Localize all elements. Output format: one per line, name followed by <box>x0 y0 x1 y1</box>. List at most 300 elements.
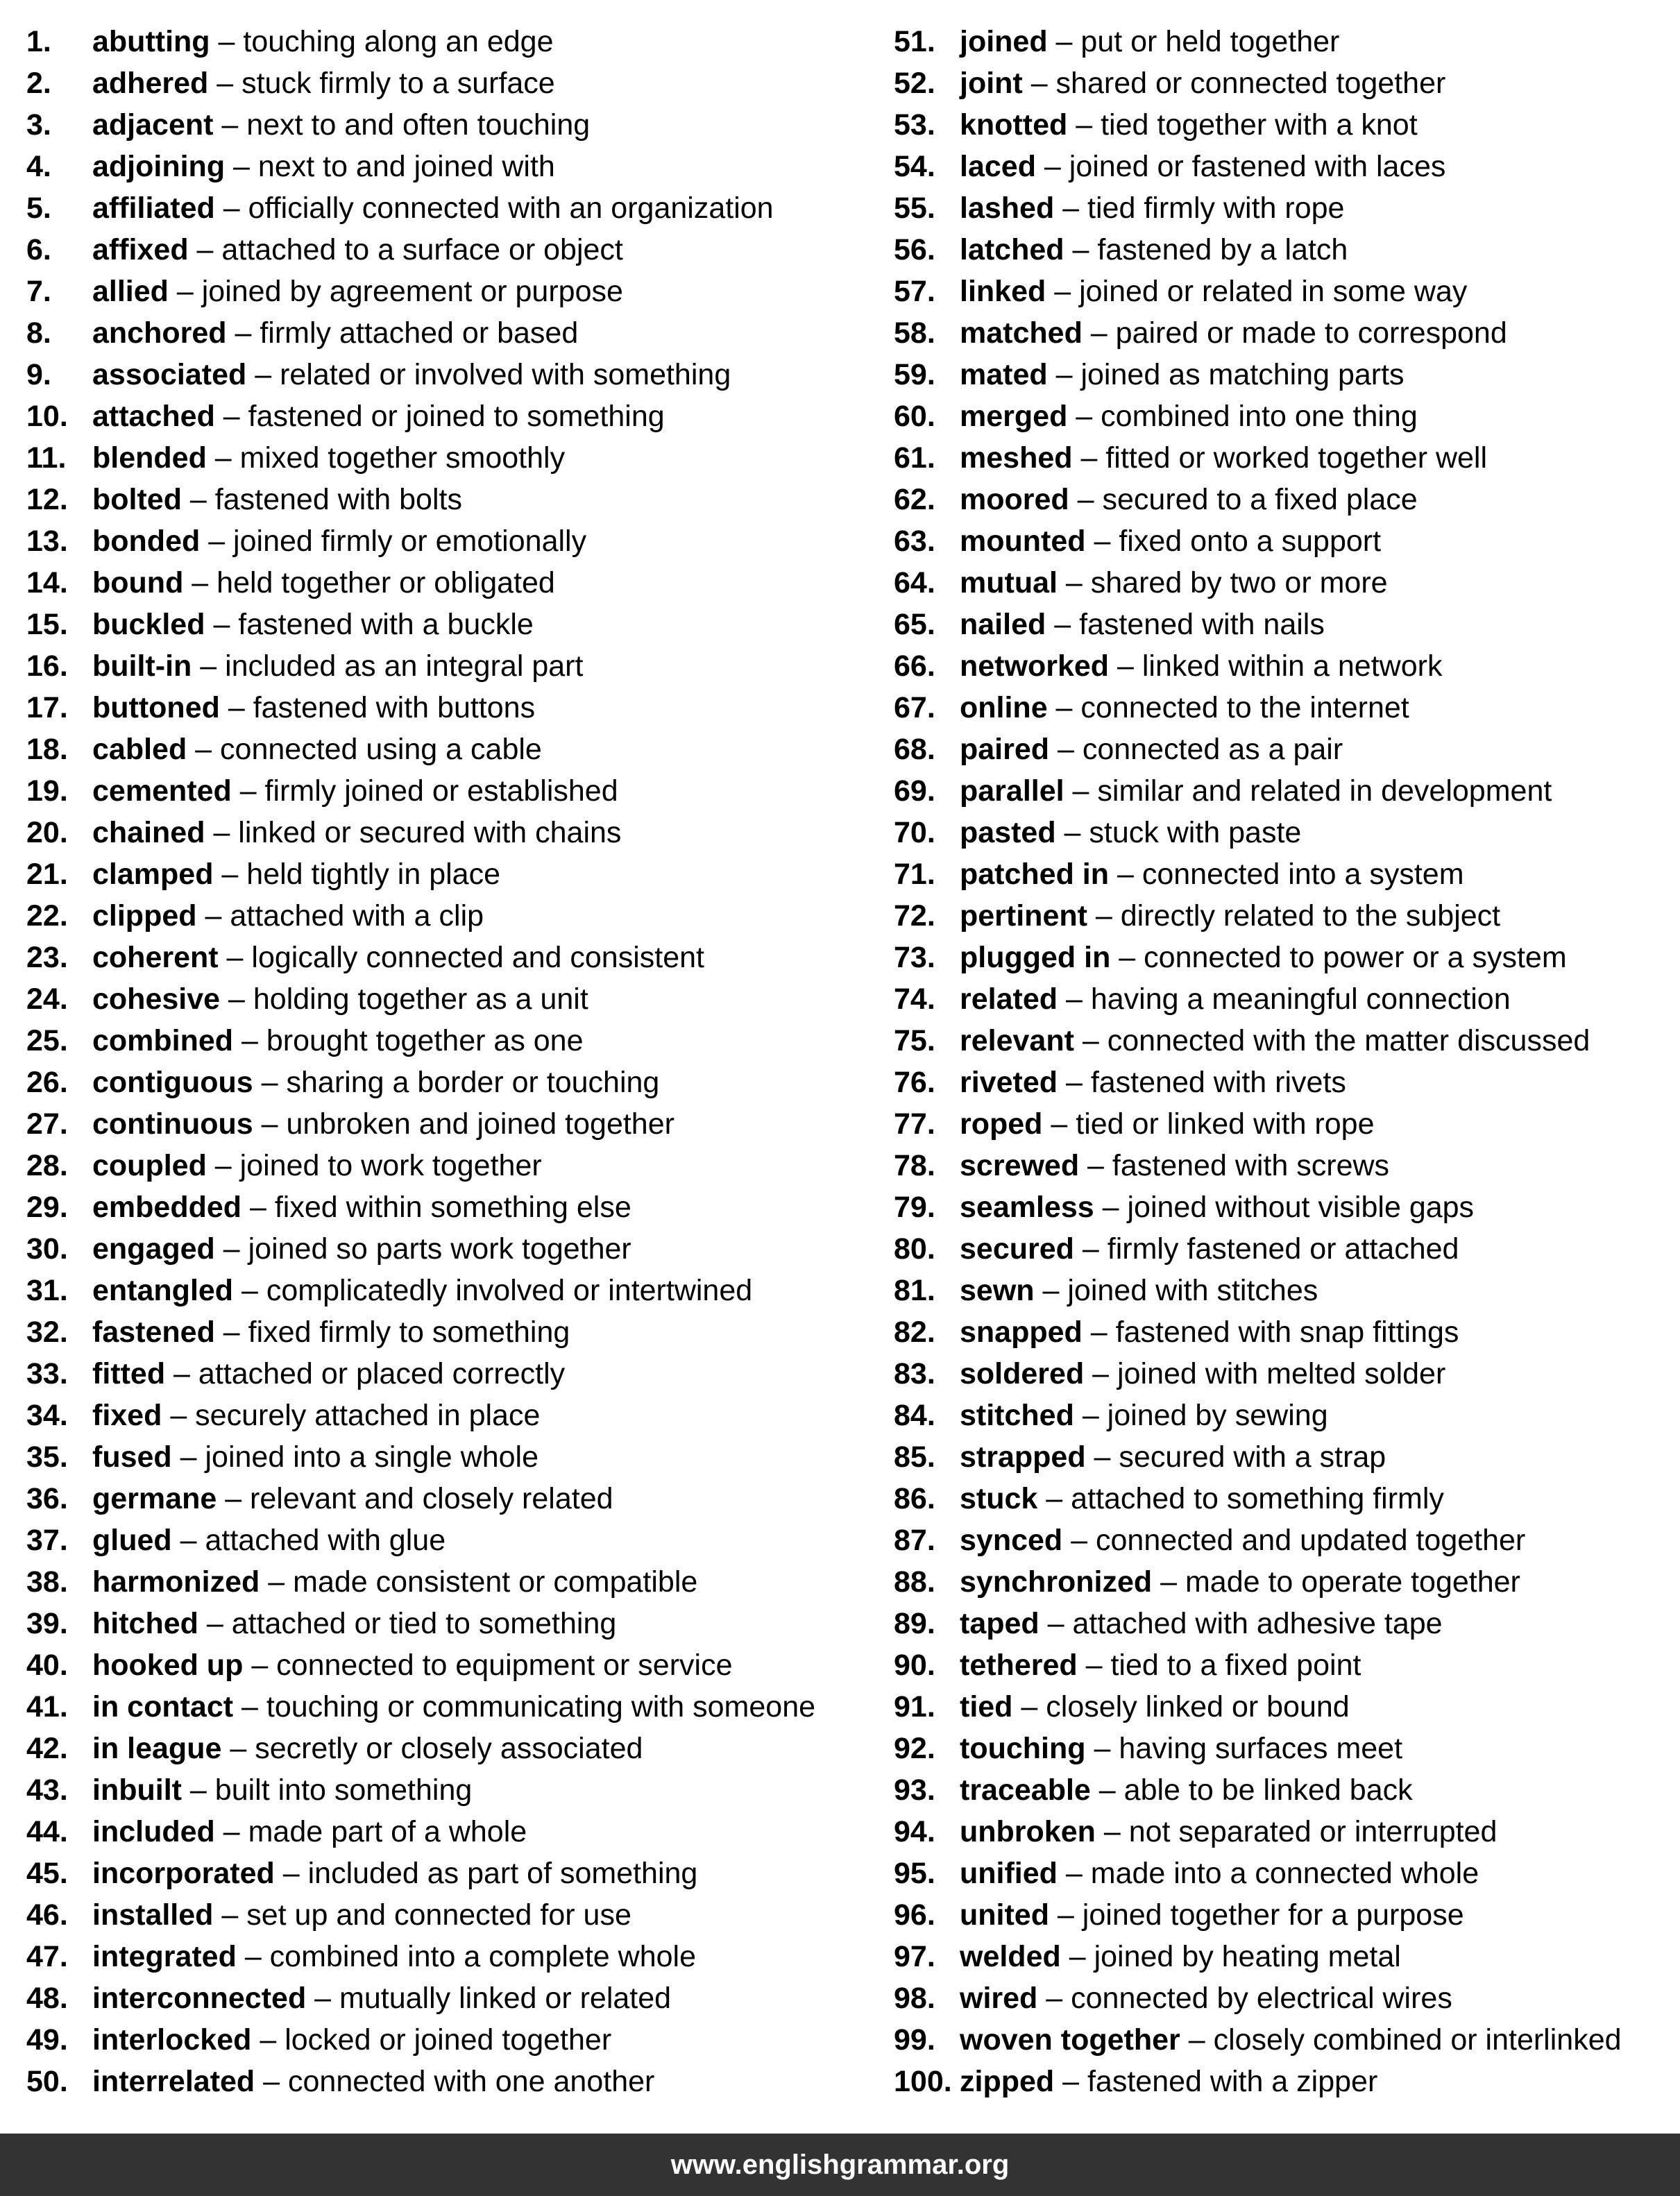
entry-word: in contact <box>92 1690 234 1723</box>
entry-definition: – tied or linked with rope <box>1042 1107 1375 1141</box>
entry-word: soldered <box>960 1357 1085 1390</box>
entry-word: related <box>960 982 1058 1016</box>
entry-word: patched in <box>960 858 1110 891</box>
entry-definition: – fastened with bolts <box>181 483 462 516</box>
entry-word: plugged in <box>960 941 1111 974</box>
entry-number: 93. <box>894 1773 935 1807</box>
entry-word: continuous <box>92 1107 253 1141</box>
entry-word: hooked up <box>92 1649 244 1682</box>
entry-definition: – secured to a fixed place <box>1069 483 1418 516</box>
list-item <box>894 1977 1671 2019</box>
entry-number: 69. <box>894 774 935 808</box>
entry-number: 32. <box>26 1316 68 1349</box>
list-item <box>26 645 859 687</box>
entry-definition: – stuck firmly to a surface <box>208 67 555 100</box>
entry-word: integrated <box>92 1940 237 1973</box>
entry-number: 83. <box>894 1357 935 1390</box>
entry-definition: – having a meaningful connection <box>1058 982 1511 1016</box>
list-item <box>894 645 1671 687</box>
entry-number: 99. <box>894 2023 935 2057</box>
entry-definition: – fastened with screws <box>1079 1149 1390 1182</box>
list-item <box>894 1686 1671 1728</box>
entry-definition: – held tightly in place <box>213 858 501 891</box>
word-list <box>0 21 1680 2102</box>
entry-word: strapped <box>960 1440 1086 1474</box>
entry-definition: – firmly fastened or attached <box>1074 1232 1459 1266</box>
entry-definition: – touching along an edge <box>210 25 554 58</box>
list-item <box>26 229 859 271</box>
entry-word: joint <box>960 67 1023 100</box>
list-item <box>26 1228 859 1270</box>
list-item <box>26 978 859 1020</box>
entry-number: 2. <box>26 67 51 100</box>
entry-number: 50. <box>26 2065 68 2098</box>
entry-number: 14. <box>26 566 68 599</box>
entry-word: allied <box>92 275 169 308</box>
entry-number: 57. <box>894 275 935 308</box>
entry-word: woven together <box>960 2023 1180 2057</box>
entry-definition: – holding together as a unit <box>220 982 588 1016</box>
entry-definition: – put or held together <box>1047 25 1340 58</box>
entry-word: incorporated <box>92 1857 275 1890</box>
entry-definition: – joined without visible gaps <box>1094 1191 1475 1224</box>
entry-definition: – relevant and closely related <box>217 1482 613 1515</box>
entry-word: installed <box>92 1898 214 1932</box>
entry-number: 3. <box>26 108 51 142</box>
entry-word: clipped <box>92 899 197 933</box>
entry-definition: – paired or made to correspond <box>1082 316 1507 350</box>
entry-definition: – complicatedly involved or intertwined <box>233 1274 753 1307</box>
entry-definition: – connected to the internet <box>1047 691 1409 724</box>
entry-word: secured <box>960 1232 1074 1266</box>
entry-word: buttoned <box>92 691 220 724</box>
list-item <box>26 770 859 812</box>
entry-definition: – joined or related in some way <box>1046 275 1468 308</box>
list-item <box>894 1561 1671 1603</box>
entry-definition: – tied together with a knot <box>1067 108 1418 142</box>
list-item <box>26 2061 859 2102</box>
list-item <box>26 354 859 395</box>
list-item <box>26 1603 859 1644</box>
entry-definition: – closely combined or interlinked <box>1180 2023 1622 2057</box>
entry-number: 8. <box>26 316 51 350</box>
entry-number: 71. <box>894 858 935 891</box>
list-item <box>26 1520 859 1561</box>
entry-number: 31. <box>26 1274 68 1307</box>
entry-definition: – built into something <box>181 1773 473 1807</box>
entry-definition: – joined by sewing <box>1074 1399 1328 1432</box>
entry-number: 4. <box>26 150 51 183</box>
entry-word: inbuilt <box>92 1773 182 1807</box>
entry-definition: – touching or communicating with someone <box>233 1690 816 1723</box>
list-item <box>26 1936 859 1977</box>
entry-number: 40. <box>26 1649 68 1682</box>
list-item <box>894 1311 1671 1353</box>
entry-definition: – securely attached in place <box>162 1399 541 1432</box>
entry-word: interlocked <box>92 2023 252 2057</box>
entry-number: 48. <box>26 1982 68 2015</box>
entry-number: 96. <box>894 1898 935 1932</box>
entry-number: 28. <box>26 1149 68 1182</box>
entry-word: parallel <box>960 774 1064 808</box>
entry-definition: – locked or joined together <box>251 2023 612 2057</box>
entry-definition: – next to and often touching <box>213 108 591 142</box>
entry-definition: – connected as a pair <box>1049 733 1343 766</box>
entry-definition: – set up and connected for use <box>213 1898 631 1932</box>
entry-number: 78. <box>894 1149 935 1182</box>
entry-definition: – joined together for a purpose <box>1049 1898 1464 1932</box>
list-item <box>894 1103 1671 1145</box>
list-item <box>26 1686 859 1728</box>
entry-word: latched <box>960 233 1064 266</box>
entry-definition: – fixed onto a support <box>1085 525 1382 558</box>
entry-word: combined <box>92 1024 234 1057</box>
list-item <box>26 104 859 146</box>
entry-number: 56. <box>894 233 935 266</box>
entry-number: 34. <box>26 1399 68 1432</box>
entry-definition: – fixed within something else <box>241 1191 631 1224</box>
entry-definition: – made into a connected whole <box>1057 1857 1479 1890</box>
entry-definition: – attached with a clip <box>196 899 484 933</box>
entry-definition: – attached with adhesive tape <box>1039 1607 1443 1640</box>
entry-word: seamless <box>960 1191 1094 1224</box>
entry-definition: – joined into a single whole <box>171 1440 538 1474</box>
entry-number: 85. <box>894 1440 935 1474</box>
entry-number: 75. <box>894 1024 935 1057</box>
entry-definition: – fastened with a buckle <box>205 608 534 641</box>
entry-definition: – fitted or worked together well <box>1072 441 1488 475</box>
entry-number: 42. <box>26 1732 68 1765</box>
list-item <box>894 1145 1671 1186</box>
entry-word: snapped <box>960 1316 1083 1349</box>
list-item <box>894 1020 1671 1062</box>
entry-definition: – joined with stitches <box>1034 1274 1318 1307</box>
entry-word: affiliated <box>92 191 215 225</box>
entry-number: 47. <box>26 1940 68 1973</box>
entry-number: 11. <box>26 441 67 475</box>
entry-word: fitted <box>92 1357 166 1390</box>
entry-word: coupled <box>92 1149 207 1182</box>
entry-number: 70. <box>894 816 935 849</box>
entry-definition: – attached to something firmly <box>1037 1482 1444 1515</box>
entry-word: hitched <box>92 1607 198 1640</box>
entry-definition: – mutually linked or related <box>306 1982 672 2015</box>
list-item <box>894 62 1671 104</box>
entry-word: built-in <box>92 649 192 683</box>
list-item <box>26 1561 859 1603</box>
entry-word: adjoining <box>92 150 226 183</box>
entry-word: united <box>960 1898 1049 1932</box>
entry-word: joined <box>960 25 1048 58</box>
entry-word: chained <box>92 816 205 849</box>
entry-word: fastened <box>92 1316 215 1349</box>
entry-number: 63. <box>894 525 935 558</box>
list-item <box>26 604 859 645</box>
list-item <box>894 729 1671 770</box>
entry-definition: – tied to a fixed point <box>1077 1649 1361 1682</box>
entry-definition: – joined to work together <box>206 1149 542 1182</box>
entry-number: 49. <box>26 2023 68 2057</box>
list-item <box>894 2019 1671 2061</box>
entry-definition: – fastened or joined to something <box>214 400 665 433</box>
entry-word: entangled <box>92 1274 234 1307</box>
entry-word: stuck <box>960 1482 1038 1515</box>
entry-definition: – attached to a surface or object <box>188 233 623 266</box>
list-item <box>26 1311 859 1353</box>
list-item <box>26 1728 859 1769</box>
entry-number: 60. <box>894 400 935 433</box>
entry-definition: – joined by heating metal <box>1060 1940 1401 1973</box>
entry-definition: – combined into a complete whole <box>236 1940 696 1973</box>
entry-word: tied <box>960 1690 1013 1723</box>
entry-word: included <box>92 1815 215 1848</box>
entry-number: 25. <box>26 1024 68 1057</box>
list-item <box>894 604 1671 645</box>
entry-definition: – sharing a border or touching <box>253 1066 660 1099</box>
entry-word: cohesive <box>92 982 221 1016</box>
entry-definition: – connected to equipment or service <box>243 1649 733 1682</box>
entry-definition: – connected with one another <box>255 2065 655 2098</box>
list-item <box>894 1062 1671 1103</box>
entry-word: interrelated <box>92 2065 255 2098</box>
list-item <box>26 1769 859 1811</box>
entry-number: 16. <box>26 649 68 683</box>
list-item <box>26 1894 859 1936</box>
entry-number: 29. <box>26 1191 68 1224</box>
entry-word: glued <box>92 1524 172 1557</box>
entry-number: 73. <box>894 941 935 974</box>
entry-definition: – similar and related in development <box>1064 774 1552 808</box>
entry-word: embedded <box>92 1191 242 1224</box>
entry-word: pertinent <box>960 899 1087 933</box>
entry-definition: – joined as matching parts <box>1047 358 1405 391</box>
entry-definition: – included as part of something <box>274 1857 698 1890</box>
list-item <box>894 1353 1671 1395</box>
list-item <box>894 853 1671 895</box>
entry-number: 19. <box>26 774 68 808</box>
list-item <box>26 1811 859 1853</box>
entry-number: 41. <box>26 1690 68 1723</box>
entry-number: 36. <box>26 1482 68 1515</box>
entry-number: 94. <box>894 1815 935 1848</box>
list-item <box>26 1436 859 1478</box>
entry-definition: – not separated or interrupted <box>1095 1815 1497 1848</box>
list-item <box>894 770 1671 812</box>
entry-number: 39. <box>26 1607 68 1640</box>
list-item <box>26 395 859 437</box>
list-item <box>26 1977 859 2019</box>
list-item <box>894 104 1671 146</box>
entry-number: 35. <box>26 1440 68 1474</box>
list-item <box>894 187 1671 229</box>
entry-word: interconnected <box>92 1982 307 2015</box>
list-item <box>26 479 859 520</box>
entry-number: 68. <box>894 733 935 766</box>
entry-definition: – made to operate together <box>1152 1565 1520 1599</box>
entry-definition: – linked or secured with chains <box>205 816 622 849</box>
entry-number: 72. <box>894 899 935 933</box>
list-item <box>894 1769 1671 1811</box>
list-item <box>894 1811 1671 1853</box>
entry-number: 45. <box>26 1857 68 1890</box>
entry-definition: – shared or connected together <box>1022 67 1446 100</box>
entry-number: 91. <box>894 1690 935 1723</box>
entry-number: 33. <box>26 1357 68 1390</box>
list-item <box>894 229 1671 271</box>
list-item <box>26 687 859 729</box>
list-item <box>894 437 1671 479</box>
entry-definition: – fastened with a zipper <box>1054 2065 1378 2098</box>
list-item <box>26 1145 859 1186</box>
entry-word: engaged <box>92 1232 215 1266</box>
entry-word: mated <box>960 358 1048 391</box>
entry-definition: – brought together as one <box>233 1024 584 1057</box>
list-item <box>894 479 1671 520</box>
entry-number: 77. <box>894 1107 935 1141</box>
entry-definition: – next to and joined with <box>225 150 555 183</box>
entry-number: 43. <box>26 1773 68 1807</box>
entry-definition: – shared by two or more <box>1057 566 1388 599</box>
entry-word: traceable <box>960 1773 1091 1807</box>
entry-definition: – made consistent or compatible <box>260 1565 698 1599</box>
list-item <box>894 395 1671 437</box>
entry-number: 24. <box>26 982 68 1016</box>
entry-definition: – logically connected and consistent <box>218 941 704 974</box>
entry-number: 84. <box>894 1399 935 1432</box>
entry-definition: – connected by electrical wires <box>1037 1982 1452 2015</box>
list-item <box>26 1395 859 1436</box>
entry-word: relevant <box>960 1024 1074 1057</box>
entry-definition: – connected and updated together <box>1062 1524 1526 1557</box>
entry-number: 20. <box>26 816 68 849</box>
entry-number: 13. <box>26 525 68 558</box>
entry-number: 65. <box>894 608 935 641</box>
entry-word: unified <box>960 1857 1058 1890</box>
entry-definition: – made part of a whole <box>214 1815 527 1848</box>
entry-number: 76. <box>894 1066 935 1099</box>
entry-definition: – firmly attached or based <box>226 316 579 350</box>
list-item <box>894 271 1671 312</box>
entry-number: 7. <box>26 275 51 308</box>
list-item <box>26 1062 859 1103</box>
entry-word: lashed <box>960 191 1055 225</box>
entry-number: 27. <box>26 1107 68 1141</box>
entry-number: 90. <box>894 1649 935 1682</box>
entry-number: 52. <box>894 67 935 100</box>
entry-number: 64. <box>894 566 935 599</box>
entry-definition: – connected into a system <box>1109 858 1464 891</box>
list-item <box>26 895 859 937</box>
list-item <box>894 1436 1671 1478</box>
entry-word: anchored <box>92 316 227 350</box>
entry-definition: – closely linked or bound <box>1012 1690 1350 1723</box>
list-item <box>894 978 1671 1020</box>
list-item <box>894 895 1671 937</box>
list-item <box>894 146 1671 187</box>
list-item <box>894 1728 1671 1769</box>
entry-word: synced <box>960 1524 1063 1557</box>
list-item <box>894 520 1671 562</box>
entry-number: 92. <box>894 1732 935 1765</box>
entry-number: 86. <box>894 1482 935 1515</box>
entry-number: 18. <box>26 733 68 766</box>
entry-number: 100. <box>894 2065 952 2098</box>
entry-number: 44. <box>26 1815 68 1848</box>
entry-definition: – joined with melted solder <box>1084 1357 1446 1390</box>
entry-word: screwed <box>960 1149 1080 1182</box>
entry-definition: – mixed together smoothly <box>206 441 566 475</box>
entry-word: knotted <box>960 108 1068 142</box>
entry-word: cabled <box>92 733 187 766</box>
entry-definition: – attached with glue <box>171 1524 446 1557</box>
entry-word: pasted <box>960 816 1056 849</box>
list-item <box>26 271 859 312</box>
list-item <box>26 729 859 770</box>
entry-definition: – joined firmly or emotionally <box>200 525 587 558</box>
entry-definition: – combined into one thing <box>1067 400 1418 433</box>
entry-number: 6. <box>26 233 51 266</box>
entry-word: mounted <box>960 525 1086 558</box>
entry-word: bonded <box>92 525 201 558</box>
list-item <box>26 62 859 104</box>
entry-definition: – fastened with nails <box>1046 608 1325 641</box>
entry-word: sewn <box>960 1274 1035 1307</box>
list-item <box>26 520 859 562</box>
list-item <box>26 562 859 604</box>
list-item <box>26 1020 859 1062</box>
list-item <box>26 187 859 229</box>
entry-definition: – joined by agreement or purpose <box>168 275 623 308</box>
entry-word: fused <box>92 1440 172 1474</box>
entry-word: touching <box>960 1732 1086 1765</box>
list-item <box>894 1936 1671 1977</box>
entry-word: affixed <box>92 233 189 266</box>
entry-definition: – stuck with paste <box>1055 816 1302 849</box>
entry-number: 67. <box>894 691 935 724</box>
entry-number: 10. <box>26 400 68 433</box>
entry-word: nailed <box>960 608 1046 641</box>
list-item <box>894 937 1671 978</box>
list-item <box>894 312 1671 354</box>
entry-word: attached <box>92 400 215 433</box>
entry-number: 30. <box>26 1232 68 1266</box>
entry-number: 38. <box>26 1565 68 1599</box>
entry-word: merged <box>960 400 1068 433</box>
entry-word: adhered <box>92 67 209 100</box>
entry-definition: – held together or obligated <box>183 566 555 599</box>
entry-number: 79. <box>894 1191 935 1224</box>
entry-number: 62. <box>894 483 935 516</box>
entry-definition: – related or involved with something <box>246 358 731 391</box>
entry-number: 89. <box>894 1607 935 1640</box>
list-item <box>26 812 859 853</box>
entry-word: harmonized <box>92 1565 260 1599</box>
entry-word: matched <box>960 316 1083 350</box>
entry-word: moored <box>960 483 1069 516</box>
list-item <box>894 562 1671 604</box>
list-item <box>894 1228 1671 1270</box>
entry-definition: – connected using a cable <box>187 733 542 766</box>
entry-definition: – joined or fastened with laces <box>1035 150 1446 183</box>
entry-word: clamped <box>92 858 214 891</box>
entry-number: 98. <box>894 1982 935 2015</box>
list-item <box>894 1644 1671 1686</box>
list-item <box>26 437 859 479</box>
entry-number: 37. <box>26 1524 68 1557</box>
list-item <box>894 1478 1671 1520</box>
entry-number: 12. <box>26 483 68 516</box>
entry-number: 95. <box>894 1857 935 1890</box>
